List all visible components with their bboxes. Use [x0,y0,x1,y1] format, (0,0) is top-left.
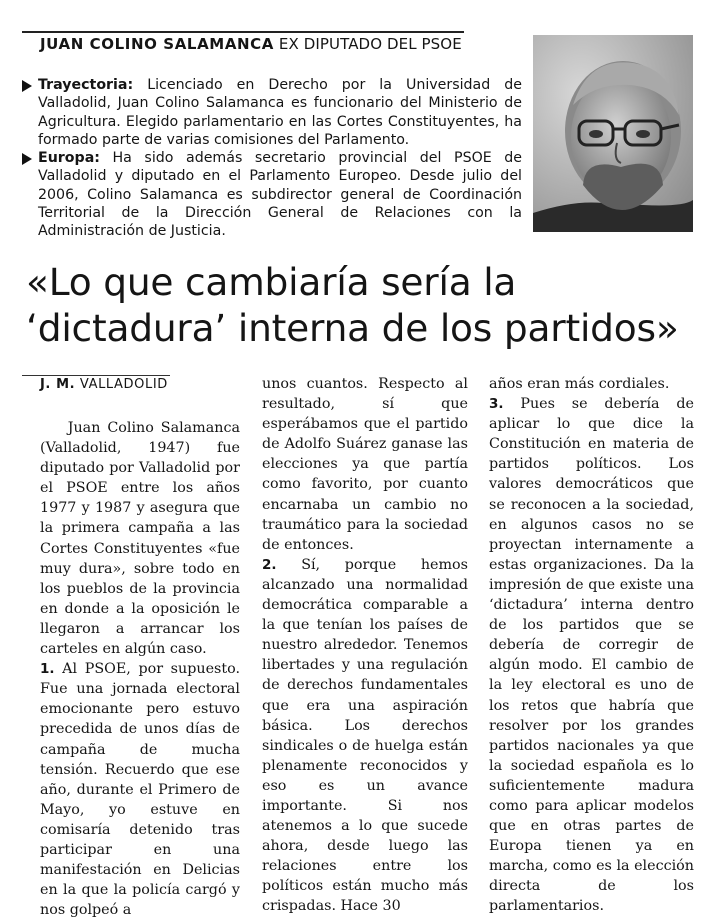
bio-europa [22,149,522,240]
answer-1-cont: unos cuantos. Respecto al resultado, sí que esperábamos que el partido de Adolfo Suárez ganase las elecciones ya que partía como favorito, por cuanto encarnaba un cambio no traumático para la sociedad de entonces. [262,376,468,553]
bio-trayectoria [22,76,522,149]
portrait-illustration [533,35,693,232]
answer-1-start [40,659,240,920]
triangle-bullet-icon [22,153,32,165]
bio-europa-text: Ha sido además secretario provincial del PSOE de Valladolid y diputado en el Parlamento Europeo. Desde julio del 2006, Colino Salamanca es subdirector general de Coordinación Territorial de la Dirección General de Relaciones con la Administración de Justicia. [38,150,523,240]
answer-1-number: 1. [40,661,55,678]
bio-trayectoria-text: Licenciado en Derecho por la Universidad de Valladolid, Juan Colino Salamanca es funcionario del Ministerio de Agricultura. Elegido parlamentario en las Cortes Constituyentes, ha formado parte de varias comisiones del Parlamento. [38,77,522,148]
answer-2-number: 2. [262,556,277,573]
bio-trayectoria-label: Trayectoria: [38,77,134,93]
article-column-3 [489,374,694,917]
profile-role: EX DIPUTADO DEL PSOE [278,35,462,53]
portrait-photo [533,35,693,232]
profile-header [40,35,462,53]
answer-3-text: Pues se debería de aplicar lo que dice la Constitución en materia de partidos políticos. Los valores democráticos que se reconocen a la sociedad, en algunos casos no se proyectan internamente a estas organizaciones. Da la impresión de que existe una ‘dictadura’ interna dentro de los partidos que se debería de corregir de algún modo. El cambio de la ley electoral es uno de los retos que habría que resolver por los grandes partidos nacionales ya que la sociedad española es lo suficientemente madura como para aplicar modelos que en otras partes de Europa tienen ya en marcha, como es la elección directa de los parlamentarios. [489,396,695,915]
byline-rule [22,375,170,376]
answer-2-cont: años eran más cordiales. [489,376,670,392]
headline [26,259,679,351]
answer-2-start: 2. Sí, porque hemos alcanzado una normalidad democrática comparable a la que tenían los países de nuestro alrededor. Tenemos libertades y una regulación de derechos fundamentales que era una aspiración básica. Los derechos sindicales o de huelga están plenamente reconocidos y eso es un avance importante. Si nos atenemos a lo que sucede ahora, desde luego las relaciones entre los políticos están mucho más crispadas. Hace 30 [262,556,468,915]
bio-europa-label: Europa: [38,150,100,167]
byline [40,377,168,392]
article-intro: Juan Colino Salamanca (Valladolid, 1947) fue diputado por Valladolid por el PSOE entre los años 1977 y 1987 y asegura que la primera campaña a las Cortes Constituyentes «fue muy dura», sobre todo en los pueblos de la provincia en donde a la oposición le llegaron a arrancar los carteles en algún caso. [40,420,241,658]
bio-box [22,76,522,241]
byline-author: J. M. [40,377,76,392]
answer-3-number: 3. [489,396,504,413]
article-column-1 [40,418,240,920]
profile-name: JUAN COLINO SALAMANCA [40,35,274,53]
headline-line-2: ‘dictadura’ interna de los partidos» [26,306,679,350]
headline-line-1: «Lo que cambiaría sería la [26,260,517,304]
triangle-bullet-icon [22,80,32,92]
header-rule [22,31,464,33]
answer-1-text-a: Al PSOE, por supuesto. Fue una jornada electoral emocionante pero estuvo precedida de unos días de campaña de mucha tensión. Recuerdo que ese año, durante el Primero de Mayo, yo estuve en comisaría detenido tras participar en una manifestación en Delicias en la que la policía cargó y nos golpeó a [40,661,241,919]
article-column-2 [262,374,468,917]
answer-3 [489,394,694,916]
byline-place: VALLADOLID [79,377,168,392]
